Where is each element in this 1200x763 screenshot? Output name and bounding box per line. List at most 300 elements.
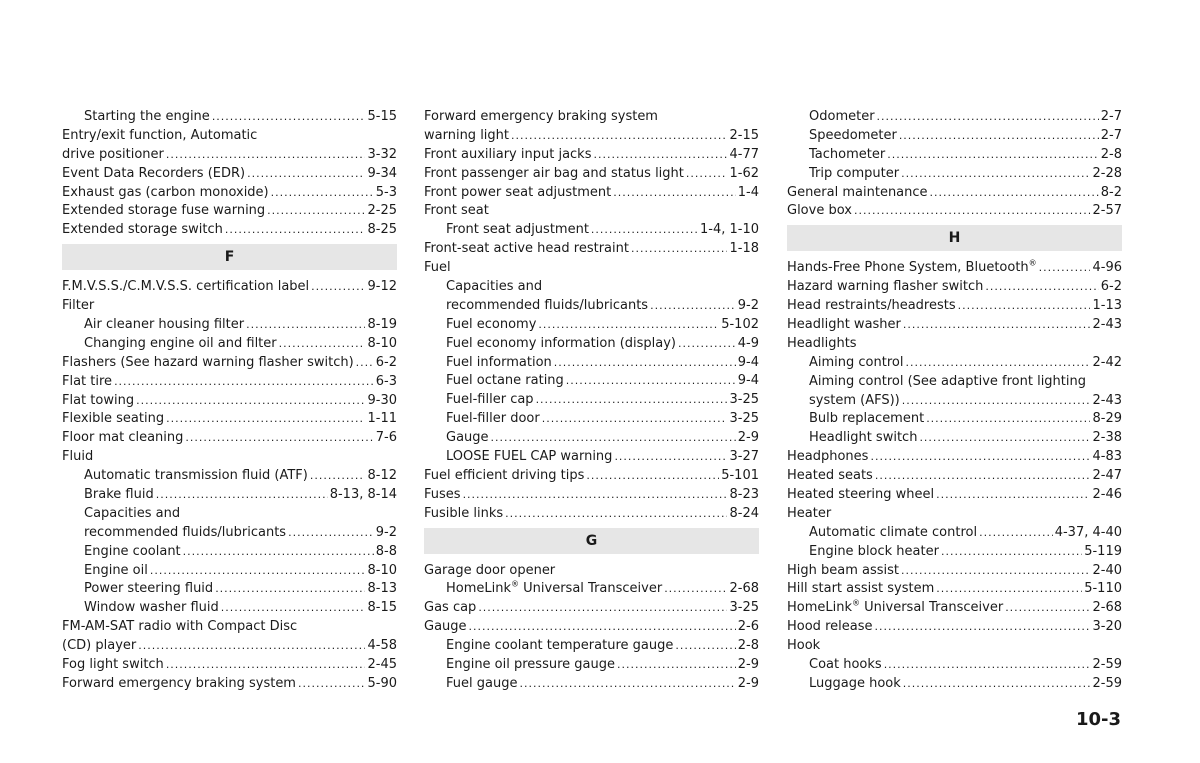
entry-text [62,278,309,297]
index-entry [424,240,759,259]
entry-text [424,486,461,505]
page-reference: 2-8 [737,638,759,654]
index-heading [62,618,397,637]
entry-text [62,410,164,429]
entry-text [787,562,899,581]
dot-leader [225,221,366,240]
dot-leader [279,335,366,354]
index-entry [62,202,397,221]
entry-text-main: Headlight washer [787,317,901,333]
index-entry [787,127,1122,146]
entry-text-main: Changing engine oil and filter [84,335,277,351]
entry-text-main: Flat tire [62,373,113,389]
page-reference: 2-15 [729,127,759,143]
entry-text-main: Gas cap [424,600,477,616]
entry-text [809,524,977,543]
entry-text-main: Engine coolant temperature gauge [446,638,674,654]
entry-text [787,580,934,599]
index-entry [787,543,1122,562]
entry-text [424,240,629,259]
page-reference: 2-38 [1092,430,1122,446]
page-reference: 5-102 [721,316,759,332]
section-header: F [62,244,397,270]
page-reference: 5-15 [367,109,397,124]
entry-text [446,656,615,675]
entry-text [424,127,509,146]
entry-text [424,505,503,524]
entry-text-main: Forward emergency braking system [62,675,296,691]
dot-leader [246,316,365,335]
index-entry [787,108,1122,127]
entry-text [84,562,148,581]
entry-text [62,354,354,373]
entry-text [787,637,820,656]
page-reference: 1-11 [367,411,397,427]
dot-leader [903,675,1091,694]
entry-text-main: Fuel efficient driving tips [424,467,585,483]
index-entry [62,221,397,240]
page-reference: 5-90 [367,675,397,691]
entry-text-main: system (AFS)) [809,392,900,408]
entry-text [446,221,589,240]
page-reference: 4-77 [729,146,759,162]
entry-text [62,165,245,184]
entry-text-main: Engine oil pressure gauge [446,657,615,673]
page-reference: 2-25 [367,203,397,219]
index-entry [424,580,759,599]
index-entry [787,184,1122,203]
page-reference: 9-4 [737,373,759,389]
entry-text-main: (CD) player [62,638,137,654]
registered-mark: ® [852,599,861,609]
entry-text-main: Window washer fluid [84,600,219,616]
entry-text [62,675,296,694]
dot-leader [221,599,366,618]
index-entry [424,448,759,467]
entry-text-main: Flashers (See hazard warning flasher switch) [62,354,354,370]
index-entry [62,543,397,562]
entry-text [809,429,917,448]
entry-text [446,448,612,467]
dot-leader [536,391,728,410]
dot-leader [593,146,727,165]
entry-text-main: Fuel [424,260,451,276]
index-entry [62,278,397,297]
entry-text [62,392,134,411]
entry-text [446,372,564,391]
index-entry [62,637,397,656]
index-entry [62,108,397,127]
entry-text-main: Fuel economy [446,316,537,332]
entry-text [787,486,934,505]
entry-text-main: Engine block heater [809,543,939,559]
entry-text [84,580,213,599]
entry-text [446,335,676,354]
entry-text-main: Filter [62,298,95,314]
entry-text-main: Engine coolant [84,543,181,559]
page-reference: 4-96 [1092,260,1122,276]
entry-text-main: drive positioner [62,146,164,162]
page-reference: 2-8 [1100,146,1122,162]
entry-text [424,599,476,618]
entry-text-main: FM-AM-SAT radio with Compact Disc [62,619,298,635]
entry-text-main: Automatic transmission fluid (ATF) [84,468,308,484]
entry-text-main: Capacities and [84,505,181,521]
dot-leader [941,543,1082,562]
entry-text-main: Glove box [787,203,852,219]
dot-leader [664,580,727,599]
entry-text-main: Trip computer [809,165,900,181]
index-entry [787,278,1122,297]
index-heading [62,505,397,524]
entry-text [809,146,885,165]
entry-text-main: General maintenance [787,184,928,200]
page-reference: 8-10 [367,562,397,578]
page-reference: 8-2 [1100,184,1122,200]
index-entry [62,562,397,581]
entry-text-suffix: Universal Transceiver [519,581,663,597]
page-reference: 5-101 [721,467,759,483]
entry-text [787,316,901,335]
entry-text [809,108,875,127]
entry-text [62,146,164,165]
entry-text [424,108,658,127]
entry-text [787,467,873,486]
dot-leader [686,165,728,184]
dot-leader [650,297,736,316]
entry-text [424,259,451,278]
dot-leader [678,335,736,354]
entry-text [424,165,684,184]
page-reference: 1-13 [1092,298,1122,314]
entry-text-main: Hazard warning flasher switch [787,279,984,295]
dot-leader [138,637,365,656]
page-reference: 8-29 [1092,411,1122,427]
page-reference: 2-9 [737,657,759,673]
entry-text [787,448,868,467]
index-entry [787,146,1122,165]
entry-text [84,543,181,562]
page-reference: 2-43 [1092,392,1122,408]
entry-text-main: Aiming control [809,354,904,370]
index-entry [787,467,1122,486]
dot-leader [1039,259,1091,278]
index-entry [424,127,759,146]
entry-text-main: Exhaust gas (carbon monoxide) [62,184,269,200]
section-header: H [787,225,1122,251]
index-entry [424,410,759,429]
page-reference: 4-37, 4-40 [1054,524,1122,540]
index-entry [62,524,397,543]
index-heading [424,259,759,278]
entry-text [424,562,555,581]
entry-text [809,392,900,411]
page-reference: 8-19 [367,317,397,333]
index-entry [787,675,1122,694]
dot-leader [613,184,736,203]
entry-text [809,675,901,694]
page-reference: 7-6 [375,430,397,446]
entry-text-main: Extended storage switch [62,222,223,238]
dot-leader [356,354,374,373]
page-reference: 3-25 [729,411,759,427]
entry-text [62,202,265,221]
page-reference: 1-18 [729,241,759,257]
dot-leader [985,278,1098,297]
entry-text-main: Fog light switch [62,657,164,673]
entry-text [62,448,93,467]
dot-leader [930,184,1099,203]
page-reference: 8-12 [367,468,397,484]
entry-text-main: Air cleaner housing filter [84,317,245,333]
page-reference: 1-4, 1-10 [699,222,759,238]
index-entry [787,486,1122,505]
page-reference: 5-3 [375,184,397,200]
entry-text [787,297,956,316]
index-entry [424,675,759,694]
dot-leader [905,354,1090,373]
index-heading [62,127,397,146]
dot-leader [519,675,735,694]
entry-text-main: Odometer [809,109,875,124]
page-reference: 9-30 [367,392,397,408]
index-heading [787,505,1122,524]
entry-text [84,599,219,618]
page-reference: 3-25 [729,600,759,616]
entry-text-main: Garage door opener [424,562,556,578]
entry-text [84,505,180,524]
dot-leader [298,675,366,694]
entry-text-main: Aiming control (See adaptive front lighting [809,373,1086,389]
entry-text-main: Front auxiliary input jacks [424,146,592,162]
dot-leader [166,146,366,165]
page-reference: 2-68 [1092,600,1122,616]
index-heading [424,202,759,221]
entry-text [84,335,277,354]
entry-text [84,108,210,127]
index-entry [62,165,397,184]
index-entry [424,486,759,505]
entry-text-main: Flexible seating [62,411,165,427]
entry-text-main: Gauge [446,430,489,446]
entry-text-main: Fusible links [424,505,504,521]
entry-text [787,278,983,297]
entry-text [446,297,648,316]
page-reference: 2-43 [1092,317,1122,333]
entry-text-suffix: Universal Transceiver [860,600,1004,616]
index-entry [787,410,1122,429]
index-entry [62,410,397,429]
entry-text-main: Capacities and [446,279,543,295]
page-reference: 6-2 [1100,279,1122,295]
entry-text [809,165,899,184]
dot-leader [150,562,366,581]
entry-text-main: Fuel information [446,354,552,370]
entry-text [62,618,297,637]
index-entry [62,675,397,694]
section-header: G [424,528,759,554]
page-reference: 5-119 [1084,543,1122,559]
entry-text [62,637,136,656]
entry-text [62,429,183,448]
dot-leader [311,278,365,297]
entry-text [62,221,223,240]
entry-text-main: Automatic climate control [809,524,978,540]
entry-text-main: Speedometer [809,127,897,143]
index-entry [424,184,759,203]
page-reference: 3-32 [367,146,397,162]
dot-leader [166,656,366,675]
dot-leader [212,108,366,127]
entry-text-main: Fuel octane rating [446,373,564,389]
entry-text [446,429,489,448]
dot-leader [586,467,719,486]
page-reference: 4-58 [367,638,397,654]
index-entry [424,391,759,410]
entry-text [84,524,286,543]
entry-text [446,580,662,599]
dot-leader [478,599,727,618]
entry-text-main: Headlight switch [809,430,918,446]
index-entry [787,524,1122,543]
index-heading [62,448,397,467]
entry-text-main: Starting the engine [84,109,210,124]
entry-text-main: Fuel-filler door [446,411,540,427]
page-reference: 2-42 [1092,354,1122,370]
dot-leader [463,486,728,505]
index-entry [62,599,397,618]
entry-text-main: Power steering fluid [84,581,214,597]
index-entry [787,618,1122,637]
entry-text-main: Heater [787,505,832,521]
index-entry [62,467,397,486]
index-entry [424,354,759,373]
index-entry [62,656,397,675]
dot-leader [247,165,365,184]
entry-text [809,127,897,146]
page-reference: 2-47 [1092,468,1122,484]
page-reference: 2-45 [367,657,397,673]
dot-leader [156,486,328,505]
entry-text [809,543,939,562]
entry-text-main: Fuel economy information (display) [446,335,676,351]
page-reference: 1-62 [729,165,759,181]
index-entry [424,146,759,165]
page-reference: 2-7 [1100,127,1122,143]
page-reference: 3-27 [729,449,759,465]
page-reference: 8-24 [729,505,759,521]
entry-text [424,202,489,221]
page-reference: 9-2 [375,524,397,540]
entry-text [787,618,872,637]
index-heading [424,278,759,297]
index-heading [787,335,1122,354]
page-reference: 9-34 [367,165,397,181]
dot-leader [874,618,1090,637]
page-reference: 2-9 [737,675,759,691]
page-reference: 8-10 [367,335,397,351]
dot-leader [675,637,735,656]
dot-leader [979,524,1053,543]
entry-text-main: Front passenger air bag and status light [424,165,684,181]
entry-text [787,505,831,524]
entry-text [787,335,857,354]
page-reference: 4-9 [737,335,759,351]
page-reference: 8-8 [375,543,397,559]
dot-leader [114,373,374,392]
dot-leader [901,165,1090,184]
index-entry [424,429,759,448]
index-entry [787,259,1122,278]
dot-leader [215,580,365,599]
index-heading [787,637,1122,656]
index-entry [62,316,397,335]
dot-leader [491,429,736,448]
entry-text [446,410,540,429]
dot-leader [903,316,1091,335]
entry-text [424,184,611,203]
page-reference: 9-4 [737,354,759,370]
registered-mark: ® [1028,259,1037,269]
entry-text-main: Luggage hook [809,675,901,691]
index-entry [62,335,397,354]
index-entry [424,372,759,391]
index-entry [787,297,1122,316]
index-entry [424,297,759,316]
entry-text [62,127,257,146]
index-entry [424,467,759,486]
entry-text [62,184,269,203]
entry-text-main: warning light [424,127,510,143]
entry-text [84,486,154,505]
entry-text-main: Extended storage fuse warning [62,203,266,219]
dot-leader [1005,599,1090,618]
index-entry [787,562,1122,581]
index-entry [787,599,1122,618]
index-entry [787,580,1122,599]
entry-text-main: Front-seat active head restraint [424,241,629,257]
dot-leader [511,127,727,146]
index-entry [62,373,397,392]
dot-leader [310,467,366,486]
page-number: 10-3 [1076,709,1122,730]
entry-text-main: HomeLink [787,600,853,616]
index-entry [62,392,397,411]
entry-text [62,656,164,675]
entry-text-main: recommended fluids/lubricants [446,297,649,313]
page-reference: 2-9 [737,430,759,446]
index-entry [424,599,759,618]
index-entry [62,354,397,373]
entry-text-main: Headlights [787,335,857,351]
index-entry [787,165,1122,184]
entry-text [446,675,517,694]
index-heading [424,562,759,581]
entry-text [84,316,244,335]
page-reference: 5-110 [1084,581,1122,597]
entry-text [62,373,112,392]
entry-text [809,354,903,373]
entry-text-main: Hood release [787,619,873,635]
dot-leader [926,410,1090,429]
index-column-3 [787,108,1122,694]
dot-leader [288,524,374,543]
index-entry [424,505,759,524]
dot-leader [505,505,727,524]
page-reference: 2-40 [1092,562,1122,578]
index-entry [787,354,1122,373]
entry-text [446,354,552,373]
